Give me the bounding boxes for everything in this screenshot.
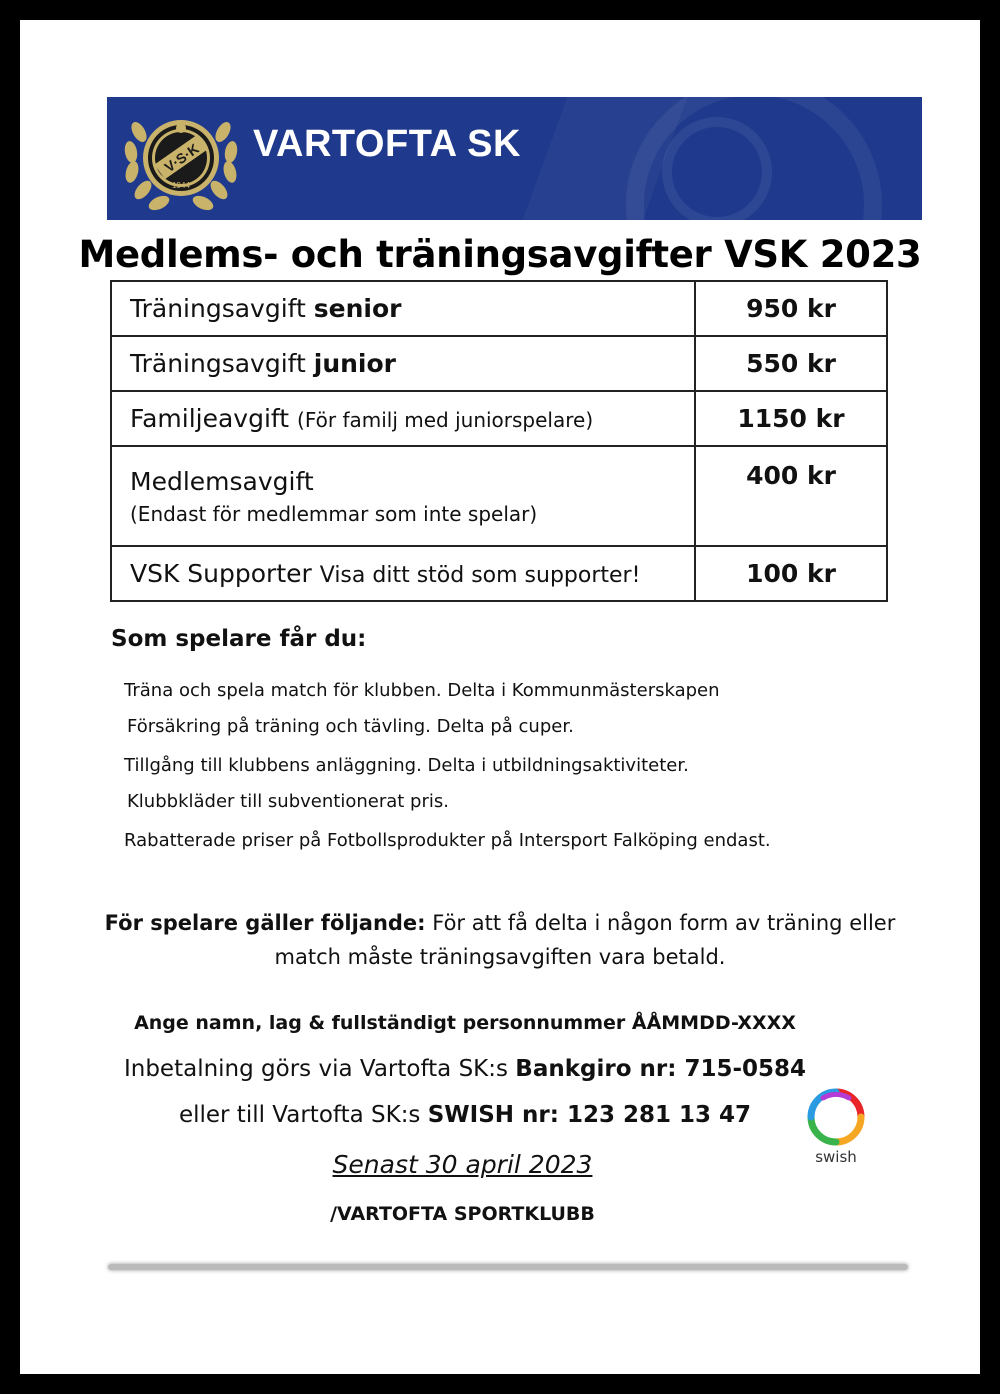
swish-logo-text: swish xyxy=(815,1148,857,1166)
swish-logo xyxy=(803,1088,869,1174)
table-row xyxy=(111,281,887,336)
fee-amount: 100 kr xyxy=(695,546,887,601)
swish-line: eller till Vartofta SK:s SWISH nr: 123 281 13 47 xyxy=(178,1102,752,1128)
fee-label: Träningsavgift junior xyxy=(111,336,695,391)
list-item: Träna och spela match för klubben. Delta i Kommunmästerskapen xyxy=(124,680,720,701)
club-name: VARTOFTA SK xyxy=(253,123,521,165)
table-row xyxy=(111,336,887,391)
list-item: Klubbkläder till subventionerat pris. xyxy=(127,791,449,812)
payment-instruction: Ange namn, lag & fullständigt personnummer ÅÅMMDD-XXXX xyxy=(134,1012,796,1034)
fee-amount: 400 kr xyxy=(695,446,887,546)
document-page xyxy=(20,20,980,1374)
fee-label: Familjeavgift (För familj med juniorspelare) xyxy=(111,391,695,446)
svg-text:1944: 1944 xyxy=(172,181,190,190)
fee-amount: 550 kr xyxy=(695,336,887,391)
club-crest-logo xyxy=(119,102,243,216)
table-row xyxy=(111,446,887,546)
signoff: /VARTOFTA SPORTKLUBB xyxy=(330,1203,595,1225)
fee-label: Medlemsavgift (Endast för medlemmar som inte spelar) xyxy=(111,446,695,546)
fee-label: VSK Supporter Visa ditt stöd som supporter! xyxy=(111,546,695,601)
banner-watermark xyxy=(662,117,772,220)
divider xyxy=(108,1264,908,1270)
club-banner xyxy=(107,97,922,220)
bankgiro-line: Inbetalning görs via Vartofta SK:s Bankgiro nr: 715-0584 xyxy=(123,1056,807,1082)
deadline: Senast 30 april 2023 xyxy=(332,1150,593,1179)
fee-amount: 950 kr xyxy=(695,281,887,336)
fee-amount: 1150 kr xyxy=(695,391,887,446)
fee-table xyxy=(110,280,888,602)
list-item: Tillgång till klubbens anläggning. Delta i utbildningsaktiviteter. xyxy=(124,755,689,776)
benefits-heading: Som spelare får du: xyxy=(111,626,367,652)
list-item: Försäkring på träning och tävling. Delta på cuper. xyxy=(127,716,574,737)
page-title: Medlems- och träningsavgifter VSK 2023 xyxy=(78,233,922,276)
table-row xyxy=(111,391,887,446)
swish-icon xyxy=(803,1088,869,1146)
fee-label: Träningsavgift senior xyxy=(111,281,695,336)
list-item: Rabatterade priser på Fotbollsprodukter på Intersport Falköping endast. xyxy=(124,830,771,851)
table-row xyxy=(111,546,887,601)
svg-text:V·S·K: V·S·K xyxy=(161,140,202,176)
player-notice: För spelare gäller följande: För att få delta i någon form av träning eller match måste träningsavgiften vara betald. xyxy=(104,911,896,969)
